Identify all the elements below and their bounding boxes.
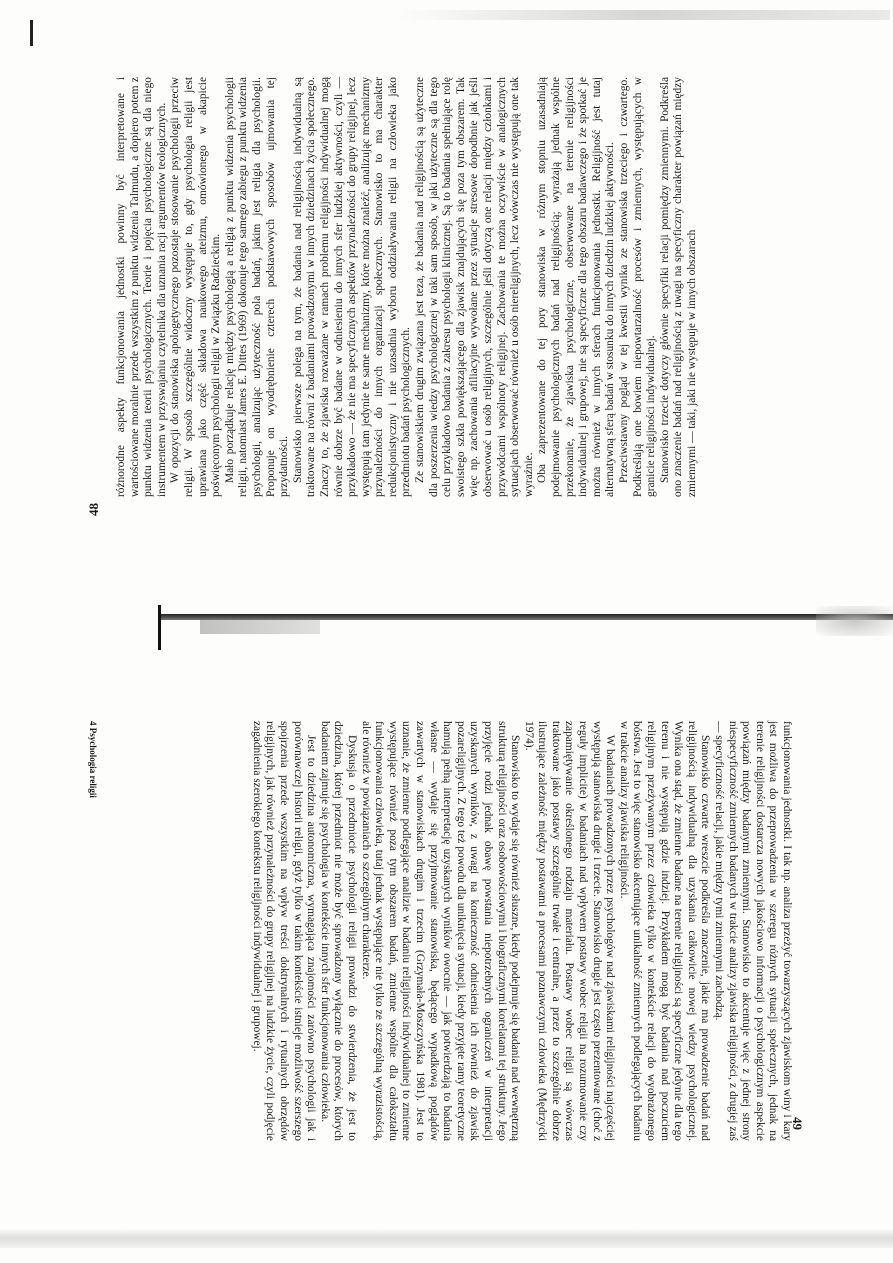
running-footer: 4 Psychologia religii: [88, 721, 98, 798]
paragraph: W badaniach prowadzonych przez psychologów nad zjawiskami religijności najczęściej występują stanowiska drugie i trzecie. Stanowisko drugie jest często prezentowane (choć z reguły implicite) w badaniach nad wpływem postawy wobec religii na rozumowanie czy zapamiętywanie określonego rodzaju materiału. Postawy wobec religii są wówczas traktowane jako postawy szczególnie trwałe i centralne, a przez to szczególnie dobrze ilustrujące zależność między postawami a procesami poznawczymi człowieka (Mędrzycki 1974).: [522, 721, 617, 1141]
paragraph: Stanowisko to wydaje się również słuszne, kiedy podejmuje się badania nad wewnętrzną strukturą religijności oraz osobowościowymi i biograficznymi korelatami tej struktury. Jego przyjęcie rodzi jednak obawę powstania niepotrzebnych ograniczeń w interpretacji uzyskanych wyników, z uwagi na konieczność odniesienia ich również do zjawisk pozareligijnych. Z tego też powodu dla uniknięcia sytuacji, kiedy przyjęte ramy teoretyczne hamują pełną interpretację uzyskanych wyników owocnie — jak potwierdzają to badania własne — wydaje się przyjmowanie stanowiska, będącego wypadkową poglądów zawartych w stanowiskach drugim i trzecim (Grzymała-Moszczyńska 1981). Jest to uznanie, że zmienne podlegające analizie w badaniu religijności indywidualnej to zmienne występujące również poza tym obszarem badań, zmienne wspólne dla całokształtu funkcjonowania człowieka, tutaj jednak występujące nie tylko ze szczególną wyrazistością, ale również w powiązaniach o szczególnym charakterze.: [359, 721, 522, 1141]
paragraph: Stanowisko trzecie dotyczy głównie specyfiki relacji pomiędzy zmiennymi. Podkreśla ono znaczenie badań nad religijnością z uwagi na specyficzny charakter powiązań między zmiennymi — taki, jaki nie występuje w innych obszarach: [658, 77, 698, 497]
paragraph: Stanowisko czwarte wreszcie podkreśla znaczenie, jakie ma prowadzenie badań nad religijnością indywidualną dla uzyskania całkowicie nowej wiedzy psychologicznej. Wynika ona stąd, że zmienne badane na terenie religijności są specyficzne jedynie dla tego terenu i nie występują gdzie indziej. Przykładem mogą być badania nad poczuciem religijnym przeżywanym przez człowieka tylko w kontekście relacji do wyobrażonego bóstwa. Jest to więc stanowisko akcentujące unikalność zmiennych podlegających badaniu w trakcie analizy zjawiska religijności.: [617, 721, 712, 1141]
paragraph: Oba zaprezentowane do tej pory stanowiska w różnym stopniu uzasadniają podejmowanie psychologicznych badań nad religijnością; wyrażają jednak wspólne przekonanie, że zjawiska psychologiczne, obserwowane na terenie religijności indywidualnej i grupowej, nie są specyficzne dla tego obszaru badawczego i że spotkać je można również w innych sferach funkcjonowania jednostki. Religijność jest tutaj alternatywną sferą badań w stosunku do innych dziedzin ludzkiej aktywności.: [536, 77, 617, 497]
paragraph: Ze stanowiskiem drugim związana jest teza, że badania nad religijnością są użyteczne dla poszerzenia wiedzy psychologicznej w taki sam sposób, w jaki użyteczne są dla tego celu przykładowo badania z zakresu psychologii klinicznej. Są to badania spełniające rolę swoistego szkła powiększającego dla zjawisk znajdujących się poza tym obszarem. Tak więc np. zachowania afiliacyjne wywołane przez sytuacje stresowe dopodbnie jak jeśli obserwować u osób religijnych, szczególnie jeśli dotyczą one relacji między członkami i przywódcami wspólnoty religijnej. Zachowania te można oczywiście w analogicznych sytuacjach obserwować również u osób niereligijnych, lecz wówczas nie występują one tak wyraźnie.: [414, 77, 535, 497]
paragraph: funkcjonowania jednostki. I tak np. analiza przeżyć towarzyszących zjawiskom winy i kary jest możliwa do przeprowadzenia w szeregu różnych sytuacji społecznych, jednak na terenie religijności dostarcza nowych jakościowo informacji o psychologicznym aspekcie powiązań między badanymi zmiennymi. Stanowisko to akcentuje więc z jednej strony niespecyficzność zmiennych badanych w trakcie analizy zjawiska religijności, z drugiej zaś — specyficzność relacji, jakie między tymi zmiennymi zachodzą.: [713, 721, 793, 1141]
page-number: 48: [86, 503, 101, 516]
text-column: [249, 721, 793, 1141]
paragraph: Mało porządkuje relację między psychologią a religią z punktu widzenia psychologii religii, natomiast James E. Dittes (1969) dokonuje tego samego zabiegu z punktu widzenia psychologii, analizując użyteczność pola badań, jakim jest religia dla psychologii. Proponuje on wyodrębnienie czterech podstawowych sposobów ujmowania tej przydatności.: [223, 77, 291, 497]
paragraph: Stanowisko pierwsze polega na tym, że badania nad religijnością indywidualną są traktowane na równi z badaniami prowadzonymi w innych dziedzinach życia społecznego. Znaczy to, że zjawiska rozważane w ramach problemu religijności indywidualnej mogą równie dobrze być badane w odniesieniu do innych sfer ludzkiej aktywności, czyli — przykładowo — że nie ma specyficznych aspektów przynależności do grupy religijnej, lecz występują tam jedynie te same mechanizmy, które można znaleźć, analizując mechanizmy przynależności do innych organizacji społecznych. Stanowisko to ma charakter redukcjonistyczny i nie uzasadnia wyboru oddziaływania religii na człowieka jako przedmiotu badań psychologicznych.: [291, 77, 413, 497]
page-49: [0, 631, 893, 1263]
paragraph: różnorodne aspekty funkcjonowania jednostki powinny być interpretowane i wartościowane moralnie przede wszystkim z punktu widzenia Talmudu, a dopiero potem z punktu widzenia teorii psychologicznych. Teorie i pojęcia psychologiczne są dla niego instrumentem w przyswajaniu czytelnika dla uznania racji argumentów teologicznych.: [115, 77, 168, 497]
paragraph: W opozycji do stanowiska apologetycznego pozostaje stosowanie psychologii przeciw religii. W sposób szczególnie widoczny występuje to, gdy psychologia religii jest uprawiana jako część składowa naukowego ateizmu, omówionego w akapicie poświęconym psychologii religii w Związku Radzieckim.: [169, 77, 223, 497]
paragraph: Jest to dziedzina autonomiczna, wymagająca znajomości zarówno psychologii jak i porównawczej historii religii, gdyż tylko w takim kontekście istnieje możliwość szerszego spojrzenia przede wszystkim na wpływ treści doktrynalnych i rytualnych obrzędów religijnych, jak również przynależności do grupy religijnej na ludzkie życie, czyli podjęcie zagadnienia szerokiego kontekstu religijności indywidualnej i grupowej.: [250, 721, 318, 1141]
text-column: [115, 77, 700, 497]
paragraph: Przeciwstawny pogląd w tej kwestii wynika ze stanowiska trzeciego i czwartego. Podkreślają one bowiem niepowtarzalność procesów i zmiennych, występujących w granicie religijności indywidualnej.: [617, 77, 658, 497]
page-number: 49: [790, 1117, 805, 1130]
paragraph: Dyskusja o przedmiocie psychologii religii prowadzi do stwierdzenia, że jest to dziedzina, której przedmiot nie może być sprowadzony wyłącznie do procesów, których badaniem zajmuje się psychologia w kontekście innych sfer funkcjonowania człowieka.: [318, 721, 358, 1141]
